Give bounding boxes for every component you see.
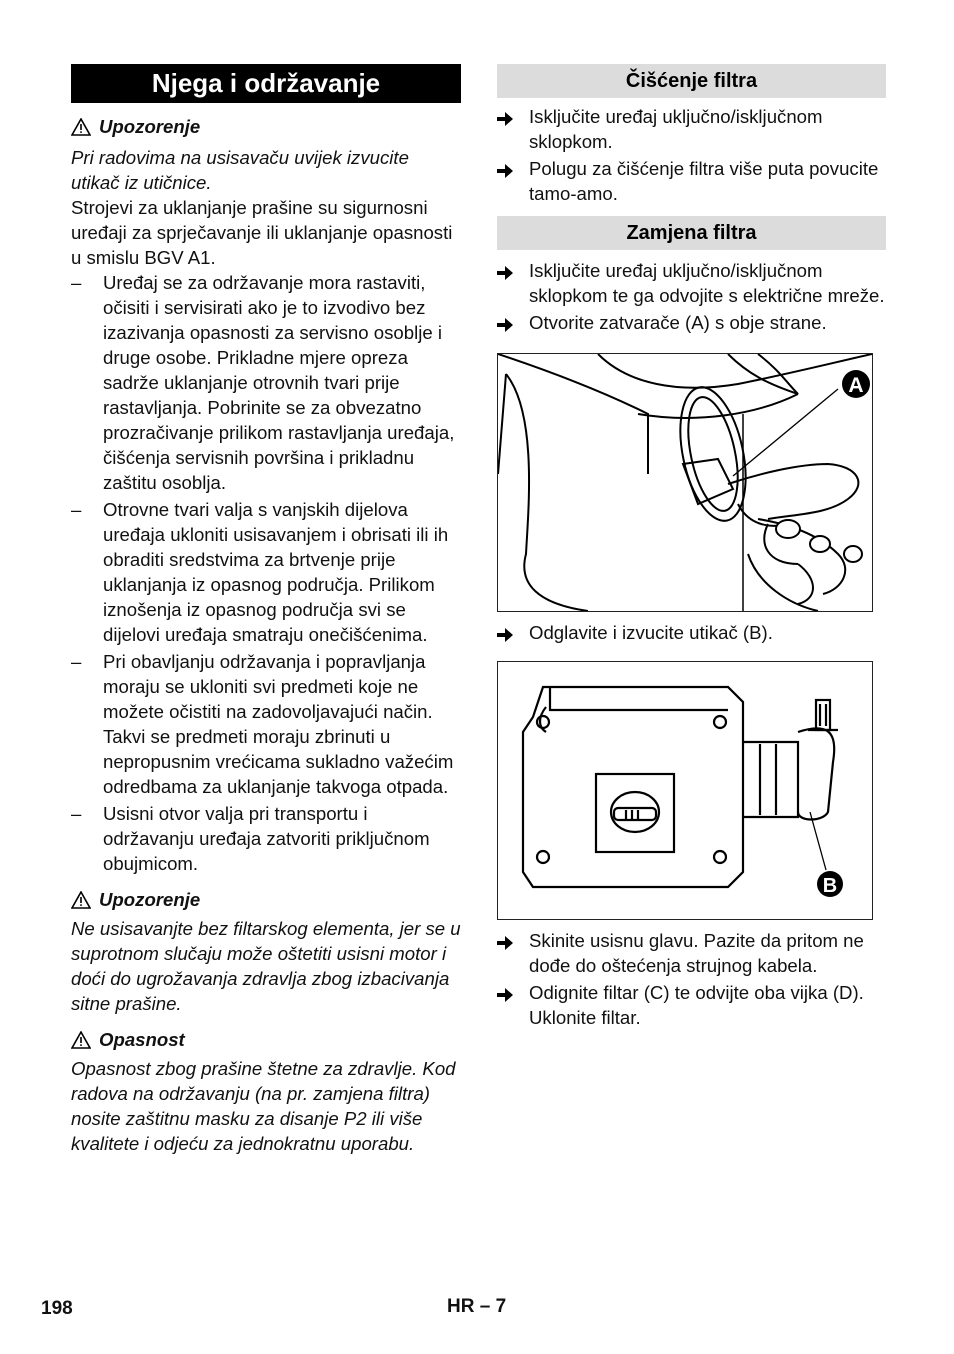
subsection-title: Čišćenje filtra — [497, 64, 886, 98]
list-item — [71, 497, 461, 647]
figure-plug-illustration — [497, 661, 873, 920]
callout-a-label: A — [848, 374, 864, 397]
warning-icon — [71, 118, 91, 136]
list-item-text: Otrovne tvari valja s vanjskih dijelova uređaja ukloniti usisavanjem i obrisati ili ih obraditi sredstvima za brtvenje prije uklanjanja iz opasnog područja. Prilikom iznošenja iz opasnog područja svi se dijelovi uređaja smatraju onečišćenima. — [103, 499, 449, 645]
step-item — [497, 620, 886, 650]
language-page-label: HR – 7 — [447, 1296, 507, 1317]
warning-text: Ne usisavanjte bez filtarskog elementa, jer se u suprotnom slučaju može oštetiti usisni motor i doći do ugrožavanja zdravlja zbog izbacivanja sitne prašine. — [71, 918, 461, 1014]
callout-b-label: B — [822, 875, 838, 897]
danger-heading — [71, 1027, 461, 1052]
list-item-text: Pri obavljanju održavanja i popravljanja moraju se ukloniti svi predmeti koje ne možete očistiti na zadovoljavajući način. Takvi se predmeti moraju zbrinuti u nepropusnim vrećicama sukladno važećim odredbama za uklanjanje takvoga otpada. — [103, 651, 454, 797]
arrow-icon — [497, 620, 529, 650]
arrow-icon — [497, 104, 529, 154]
step-item — [497, 980, 886, 1030]
list-item — [71, 801, 461, 876]
arrow-icon — [497, 156, 529, 206]
step-item — [497, 104, 886, 154]
arrow-icon — [497, 310, 529, 340]
step-text: Odglavite i izvucite utikač (B). — [529, 622, 773, 643]
subsection-title: Zamjena filtra — [497, 216, 886, 250]
page-number: 198 — [41, 1298, 73, 1319]
step-item — [497, 310, 886, 340]
list-item-text: Uređaj se za održavanje mora rastaviti, očisiti i servisirati ako je to izvodivo bez izazivanja opasnosti za servisno osoblje i druge osobe. Prikladne mjere opreza sadrže uklanjanje otrovnih tvari prije rastavljanja. Pobrinite se za obvezatno prozračivanje prilikom rastavljanja uređaja, čišćenja servisnih površina i prikladnu zaštitu osoblja. — [103, 272, 455, 493]
right-column — [497, 64, 886, 1030]
list-item — [71, 649, 461, 799]
step-text: Polugu za čišćenje filtra više puta povucite tamo-amo. — [529, 158, 879, 204]
warning-icon — [71, 1031, 91, 1049]
latch-drawing — [498, 354, 872, 611]
step-text: Isključite uređaj uključno/isključnom sklopkom te ga odvojite s električne mreže. — [529, 260, 885, 306]
step-text: Isključite uređaj uključno/isključnom sklopkom. — [529, 106, 823, 152]
warning-heading-text: Upozorenje — [99, 116, 201, 137]
dash-marker: – — [71, 272, 82, 293]
step-item — [497, 258, 886, 308]
danger-heading-text: Opasnost — [99, 1029, 185, 1050]
intro-paragraph: Strojevi za uklanjanje prašine su sigurnosni uređaji za sprječavanje ili uklanjanje opasnosti u smislu BGV A1. — [71, 197, 453, 268]
warning-heading-text: Upozorenje — [99, 889, 201, 910]
arrow-icon — [497, 980, 529, 1030]
warning-icon — [71, 891, 91, 909]
step-item — [497, 928, 886, 978]
warning-heading — [71, 114, 461, 139]
warning-text: Pri radovima na usisavaču uvijek izvucite utikač iz utičnice. — [71, 147, 409, 193]
left-column — [71, 64, 461, 1156]
step-item — [497, 156, 886, 206]
step-text: Otvorite zatvarače (A) s obje strane. — [529, 312, 827, 333]
warning-heading — [71, 887, 461, 912]
arrow-icon — [497, 928, 529, 978]
list-item-text: Usisni otvor valja pri transportu i održavanju uređaja zatvoriti priključnom obujmicom. — [103, 803, 430, 874]
plug-drawing — [498, 662, 872, 919]
step-text: Odignite filtar (C) te odvijte oba vijka (D). Uklonite filtar. — [529, 982, 864, 1028]
dash-marker: – — [71, 803, 82, 824]
list-item — [71, 270, 461, 495]
dash-marker: – — [71, 499, 82, 520]
danger-text: Opasnost zbog prašine štetne za zdravlje. Kod radova na održavanju (na pr. zamjena filtra) nosite zaštitnu masku za disanje P2 ili više kvalitete i odjeću za jednokratnu uporabu. — [71, 1058, 456, 1154]
arrow-icon — [497, 258, 529, 308]
figure-latch-illustration — [497, 353, 873, 612]
dash-marker: – — [71, 651, 82, 672]
step-text: Skinite usisnu glavu. Pazite da pritom ne dođe do oštećenja strujnog kabela. — [529, 930, 864, 976]
section-title: Njega i održavanje — [71, 64, 461, 103]
